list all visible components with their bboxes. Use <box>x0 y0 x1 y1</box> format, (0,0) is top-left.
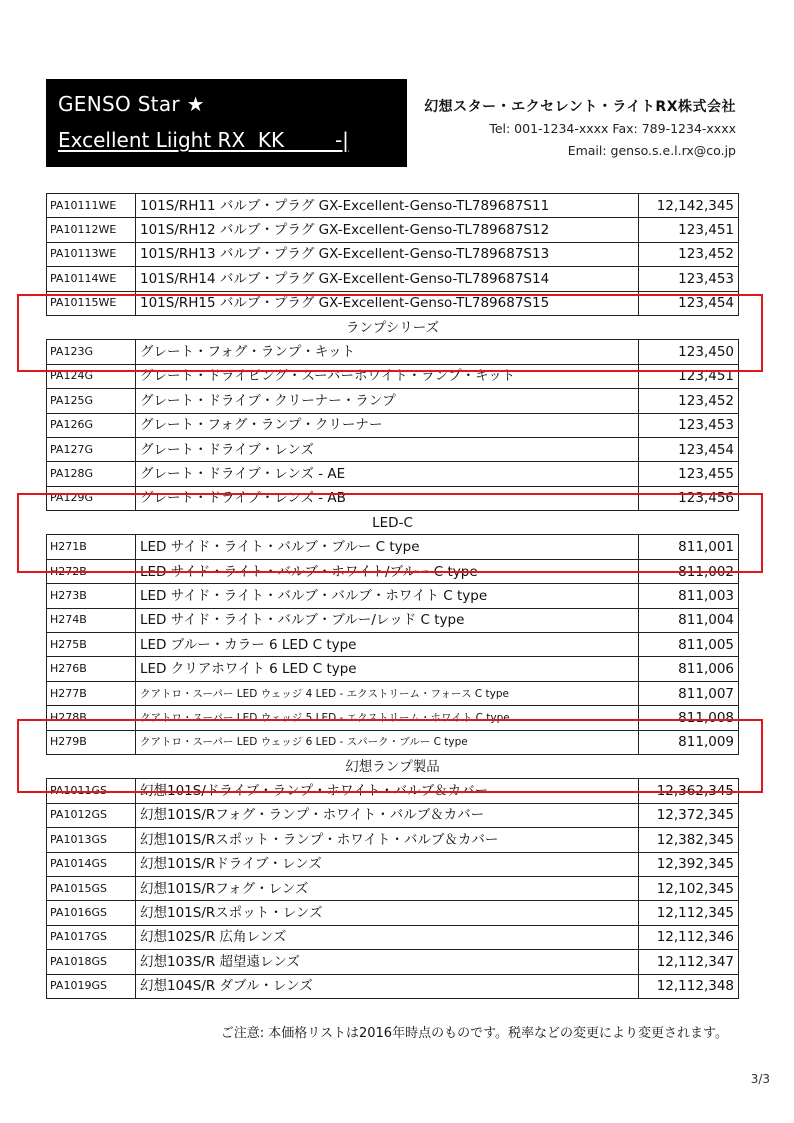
footnote: ご注意: 本価格リストは2016年時点のものです。税率などの変更により変更されます。 <box>220 1026 728 1041</box>
category-title: LED-C <box>47 511 739 535</box>
product-code: H271B <box>47 535 136 559</box>
table-row <box>47 364 739 388</box>
product-code: H274B <box>47 608 136 632</box>
table-row <box>47 852 739 876</box>
product-description: 101S/RH14 バルブ・プラグ GX-Excellent-Genso-TL789687S14 <box>136 267 639 291</box>
table-row <box>47 535 739 559</box>
product-price: 811,008 <box>639 706 739 730</box>
product-code: PA128G <box>47 462 136 486</box>
product-description: クアトロ・スーパー LED ウェッジ 6 LED - スパーク・ブルー C type <box>136 730 639 754</box>
product-price: 123,454 <box>639 291 739 315</box>
product-description: LED サイド・ライト・バルブ・ホワイト/ブルー C type <box>136 559 639 583</box>
category-row <box>47 754 739 778</box>
product-code: PA1018GS <box>47 950 136 974</box>
table-row <box>47 486 739 510</box>
product-description: 101S/RH15 バルブ・プラグ GX-Excellent-Genso-TL789687S15 <box>136 291 639 315</box>
product-price: 811,001 <box>639 535 739 559</box>
company-tel-fax: Tel: 001-1234-xxxx Fax: 789-1234-xxxx <box>489 121 736 136</box>
product-description: LED ブルー・カラー 6 LED C type <box>136 633 639 657</box>
product-price: 811,002 <box>639 559 739 583</box>
product-price: 123,455 <box>639 462 739 486</box>
product-price: 811,004 <box>639 608 739 632</box>
product-code: H273B <box>47 584 136 608</box>
product-code: PA129G <box>47 486 136 510</box>
product-price: 12,112,347 <box>639 950 739 974</box>
product-price: 123,452 <box>639 242 739 266</box>
table-row <box>47 389 739 413</box>
product-code: PA124G <box>47 364 136 388</box>
product-code: H277B <box>47 681 136 705</box>
table-row <box>47 730 739 754</box>
table-row <box>47 242 739 266</box>
product-code: PA1012GS <box>47 803 136 827</box>
product-price: 12,142,345 <box>639 194 739 218</box>
table-row <box>47 706 739 730</box>
product-code: H279B <box>47 730 136 754</box>
product-code: PA10113WE <box>47 242 136 266</box>
table-row <box>47 633 739 657</box>
product-code: H278B <box>47 706 136 730</box>
product-price: 12,372,345 <box>639 803 739 827</box>
table-row <box>47 950 739 974</box>
table-row <box>47 584 739 608</box>
table-row <box>47 803 739 827</box>
category-row <box>47 315 739 339</box>
product-description: グレート・ドライブ・レンズ <box>136 437 639 461</box>
product-description: 幻想102S/R 広角レンズ <box>136 925 639 949</box>
product-description: グレート・ドライブ・クリーナー・ランプ <box>136 389 639 413</box>
table-row <box>47 779 739 803</box>
table-row <box>47 267 739 291</box>
product-price: 123,453 <box>639 267 739 291</box>
product-code: H275B <box>47 633 136 657</box>
product-description: LED クリアホワイト 6 LED C type <box>136 657 639 681</box>
product-description: 幻想103S/R 超望遠レンズ <box>136 950 639 974</box>
product-description: グレート・ドライビング・スーパーホワイト・ランプ・キット <box>136 364 639 388</box>
product-price: 123,451 <box>639 364 739 388</box>
table-row <box>47 925 739 949</box>
product-description: 101S/RH11 バルブ・プラグ GX-Excellent-Genso-TL789687S11 <box>136 194 639 218</box>
product-price: 12,102,345 <box>639 876 739 900</box>
product-code: PA10114WE <box>47 267 136 291</box>
table-row <box>47 340 739 364</box>
product-description: 幻想101S/Rフォグ・レンズ <box>136 876 639 900</box>
product-description: LED サイド・ライト・バルブ・ブルー/レッド C type <box>136 608 639 632</box>
product-price: 123,452 <box>639 389 739 413</box>
product-description: グレート・ドライブ・レンズ - AB <box>136 486 639 510</box>
product-price: 12,112,346 <box>639 925 739 949</box>
logo-line-1: GENSO Star ★ <box>58 92 205 116</box>
product-price: 12,112,345 <box>639 901 739 925</box>
table-row <box>47 608 739 632</box>
product-code: PA1011GS <box>47 779 136 803</box>
product-code: PA10112WE <box>47 218 136 242</box>
product-code: PA1015GS <box>47 876 136 900</box>
product-description: LED サイド・ライト・バルブ・ブルー C type <box>136 535 639 559</box>
product-code: PA125G <box>47 389 136 413</box>
table-row <box>47 194 739 218</box>
product-description: 幻想101S/Rスポット・ランプ・ホワイト・バルブ＆カバー <box>136 828 639 852</box>
product-price: 123,456 <box>639 486 739 510</box>
product-code: PA126G <box>47 413 136 437</box>
product-price: 12,112,348 <box>639 974 739 998</box>
product-description: LED サイド・ライト・バルブ・バルブ・ホワイト C type <box>136 584 639 608</box>
table-row <box>47 559 739 583</box>
product-code: PA1017GS <box>47 925 136 949</box>
product-code: PA1016GS <box>47 901 136 925</box>
product-description: 101S/RH12 バルブ・プラグ GX-Excellent-Genso-TL789687S12 <box>136 218 639 242</box>
table-row <box>47 828 739 852</box>
product-code: PA123G <box>47 340 136 364</box>
company-name: 幻想スター・エクセレント・ライトRX株式会社 <box>424 99 736 115</box>
table-row <box>47 681 739 705</box>
product-description: 幻想101S/Rドライブ・レンズ <box>136 852 639 876</box>
product-code: PA1019GS <box>47 974 136 998</box>
product-description: グレート・フォグ・ランプ・クリーナー <box>136 413 639 437</box>
table-row <box>47 657 739 681</box>
category-title: ランプシリーズ <box>47 315 739 339</box>
table-row <box>47 901 739 925</box>
product-description: 幻想101S/Rフォグ・ランプ・ホワイト・バルブ＆カバー <box>136 803 639 827</box>
product-description: 101S/RH13 バルブ・プラグ GX-Excellent-Genso-TL789687S13 <box>136 242 639 266</box>
table-row <box>47 218 739 242</box>
product-code: PA1013GS <box>47 828 136 852</box>
company-email: Email: genso.s.e.l.rx@co.jp <box>567 143 736 158</box>
product-price: 123,454 <box>639 437 739 461</box>
product-price: 123,453 <box>639 413 739 437</box>
product-description: グレート・ドライブ・レンズ - AE <box>136 462 639 486</box>
category-title: 幻想ランプ製品 <box>47 754 739 778</box>
product-description: 幻想104S/R ダブル・レンズ <box>136 974 639 998</box>
company-logo <box>46 79 407 167</box>
product-price: 811,006 <box>639 657 739 681</box>
table-row <box>47 462 739 486</box>
product-price: 811,005 <box>639 633 739 657</box>
logo-line-2: Excellent Liight RX KK -| <box>58 128 349 152</box>
table-row <box>47 413 739 437</box>
product-price: 12,362,345 <box>639 779 739 803</box>
product-price: 123,451 <box>639 218 739 242</box>
category-row <box>47 511 739 535</box>
table-row <box>47 974 739 998</box>
product-description: クアトロ・スーパー LED ウェッジ 4 LED - エクストリーム・フォース C type <box>136 681 639 705</box>
product-code: H276B <box>47 657 136 681</box>
page-number: 3/3 <box>750 1072 770 1086</box>
product-price: 12,392,345 <box>639 852 739 876</box>
product-code: H272B <box>47 559 136 583</box>
product-price: 12,382,345 <box>639 828 739 852</box>
company-info <box>424 96 736 162</box>
product-description: グレート・フォグ・ランプ・キット <box>136 340 639 364</box>
product-description: 幻想101S/Rスポット・レンズ <box>136 901 639 925</box>
product-price: 811,007 <box>639 681 739 705</box>
product-description: 幻想101S/ドライブ・ランプ・ホワイト・バルブ＆カバー <box>136 779 639 803</box>
product-code: PA10115WE <box>47 291 136 315</box>
table-row <box>47 437 739 461</box>
table-row <box>47 876 739 900</box>
table-row <box>47 291 739 315</box>
product-code: PA10111WE <box>47 194 136 218</box>
product-price: 811,003 <box>639 584 739 608</box>
product-price: 123,450 <box>639 340 739 364</box>
product-code: PA127G <box>47 437 136 461</box>
product-price: 811,009 <box>639 730 739 754</box>
product-code: PA1014GS <box>47 852 136 876</box>
product-description: クアトロ・スーパー LED ウェッジ 5 LED - エクストリーム・ホワイト C type <box>136 706 639 730</box>
price-list-table <box>46 193 739 999</box>
